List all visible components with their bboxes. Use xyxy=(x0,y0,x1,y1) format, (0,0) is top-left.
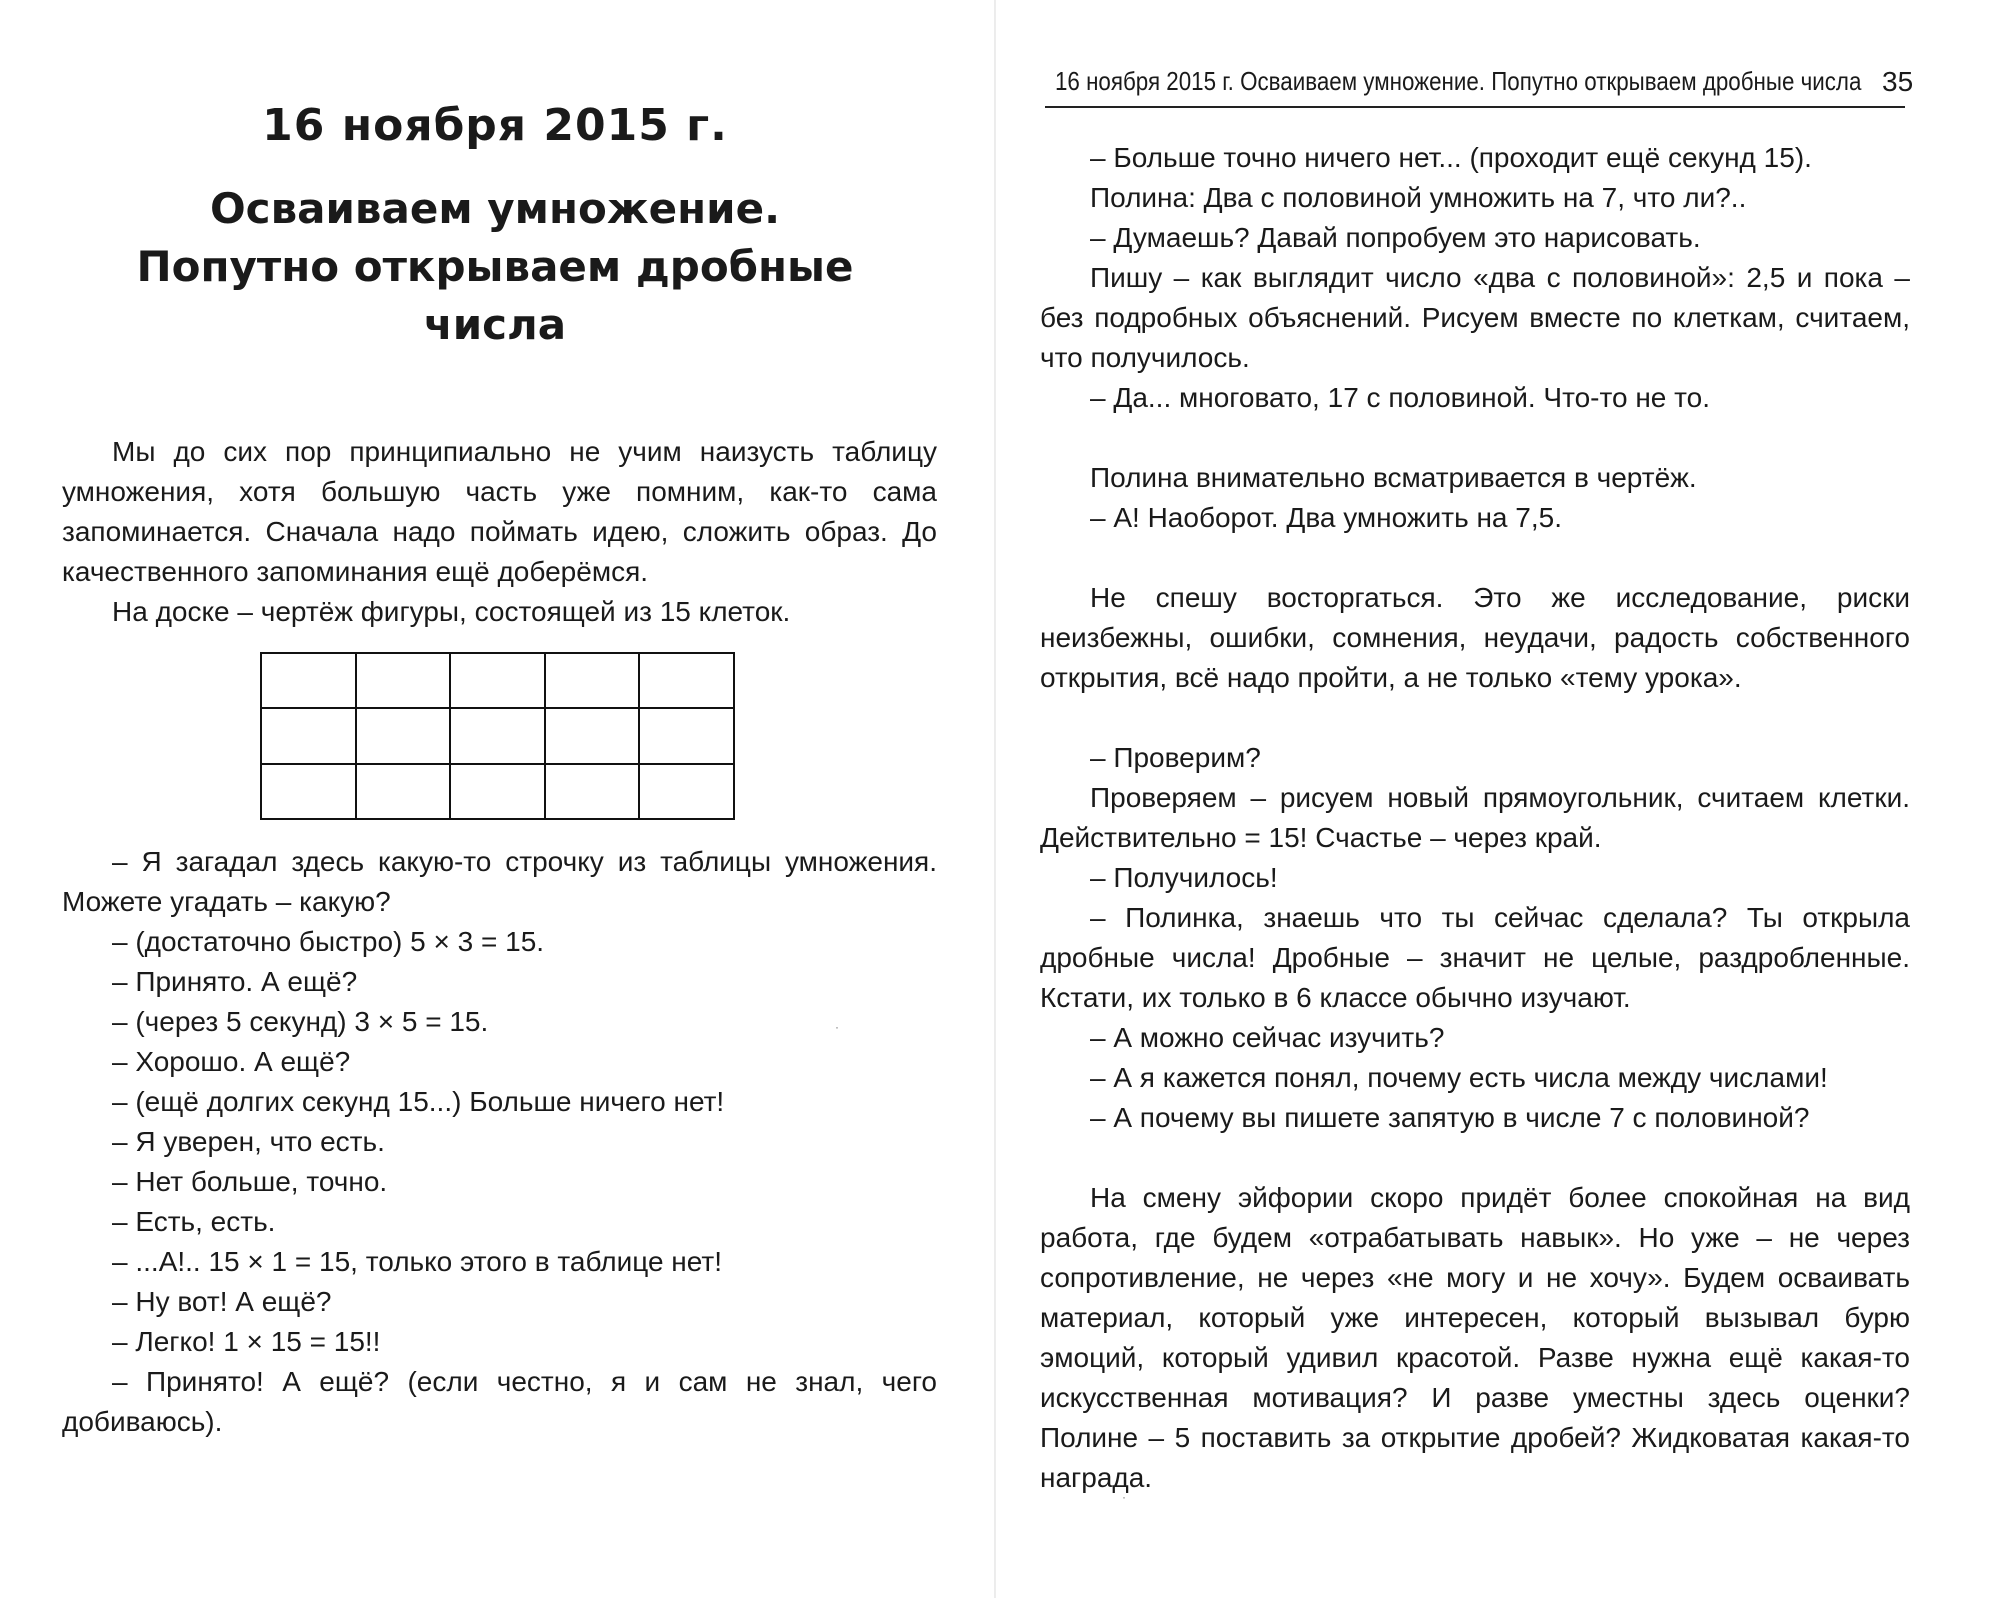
dialogue-line: – Хорошо. А ещё? xyxy=(112,1046,351,1077)
paragraph: Проверяем – рисуем новый прямоугольник, считаем клетки. Действительно = 15! Счастье – через край. xyxy=(1040,782,1910,853)
dialogue-line: – Ну вот! А ещё? xyxy=(112,1286,332,1317)
header-rule xyxy=(1045,106,1905,108)
chapter-title-line: Попутно открываем дробные xyxy=(136,242,854,291)
dialogue-line: – Принято. А ещё? xyxy=(112,966,358,997)
page-number: 35 xyxy=(1882,66,1914,97)
grid-cell xyxy=(546,709,641,764)
dialogue-line: – А! Наоборот. Два умножить на 7,5. xyxy=(1090,502,1562,533)
scan-speck: · xyxy=(1122,1490,1126,1504)
final-paragraph: – Принято! А ещё? (если честно, я и сам не знал, чего добиваюсь). xyxy=(62,1366,937,1437)
dialogue-line: – Больше точно ничего нет... (проходит ещё секунд 15). xyxy=(1090,142,1812,173)
paragraph: – Полинка, знаешь что ты сейчас сделала? Ты открыла дробные числа! Дробные – значит не целые, раздробленные. Кстати, их только в 6 классе обычно изучают. xyxy=(1040,902,1910,1013)
left-page xyxy=(0,0,990,1598)
paragraph: Пишу – как выглядит число «два с половиной»: 2,5 и пока – без подробных объяснений. Рисуем вместе по клеткам, считаем, что получилось. xyxy=(1040,262,1910,373)
final-paragraph: На смену эйфории скоро придёт более спокойная на вид работа, где будем «отрабатывать навык». Но уже – не через сопротивление, не через «не могу и не хочу». Будем осваивать материал, который уже интересен, который вызывал бурю эмоций, который удивил красотой. Разве нужна ещё какая-то искусственная мотивация? И разве уместны здесь оценки? Полине – 5 поставить за открытие дробей? Жидковатая какая-то награда. xyxy=(1040,1182,1910,1493)
grid-cell xyxy=(451,765,546,820)
grid-cell xyxy=(640,654,735,709)
dialogue-line: – (ещё долгих секунд 15...) Больше ничего нет! xyxy=(112,1086,725,1117)
grid-cell xyxy=(262,654,357,709)
dialogue-line: – Да... многовато, 17 с половиной. Что-то не то. xyxy=(1090,382,1711,413)
paragraph: Не спешу восторгаться. Это же исследование, риски неизбежны, ошибки, сомнения, неудачи, радость собственного открытия, всё надо пройти, а не только «тему урока». xyxy=(1040,582,1910,693)
dialogue-line: – (достаточно быстро) 5 × 3 = 15. xyxy=(112,926,545,957)
dialogue-line: – Получилось! xyxy=(1090,862,1278,893)
blank-line xyxy=(1040,418,1910,458)
dialogue-line: – А можно сейчас изучить? xyxy=(1090,1022,1445,1053)
grid-cell xyxy=(262,765,357,820)
grid-cell xyxy=(546,765,641,820)
dialogue-line: – Есть, есть. xyxy=(112,1206,276,1237)
dialogue-line: – А почему вы пишете запятую в числе 7 с половиной? xyxy=(1090,1102,1810,1133)
grid-cell xyxy=(546,654,641,709)
board-line: На доске – чертёж фигуры, состоящей из 15 клеток. xyxy=(112,596,791,627)
dialogue-line: – Легко! 1 × 15 = 15!! xyxy=(112,1326,381,1357)
dialogue-line: Полина: Два с половиной умножить на 7, что ли?.. xyxy=(1090,182,1747,213)
dialogue-line: Полина внимательно всматривается в чертёж. xyxy=(1090,462,1697,493)
grid-cell xyxy=(357,654,452,709)
dialogue-line: – Нет больше, точно. xyxy=(112,1166,388,1197)
grid-cell xyxy=(357,765,452,820)
dialogue-line: – Я уверен, что есть. xyxy=(112,1126,385,1157)
chapter-title-line: Осваиваем умножение. xyxy=(209,184,781,233)
grid-figure-15-cells xyxy=(260,652,735,820)
grid-cell xyxy=(451,654,546,709)
running-head: 16 ноября 2015 г. Осваиваем умножение. Попутно открываем дробные числа xyxy=(1055,66,1862,96)
intro-section xyxy=(62,432,937,632)
dialogue-line: – Думаешь? Давай попробуем это нарисовать. xyxy=(1090,222,1701,253)
dialogue-line: – А я кажется понял, почему есть числа между числами! xyxy=(1090,1062,1828,1093)
question-paragraph: – Я загадал здесь какую-то строчку из таблицы умножения. Можете угадать – какую? xyxy=(62,846,937,917)
chapter-date-title: 16 ноября 2015 г. xyxy=(262,100,728,151)
dialogue-line: – ...А!.. 15 × 1 = 15, только этого в таблице нет! xyxy=(112,1246,723,1277)
dialogue-line: – (через 5 секунд) 3 × 5 = 15. xyxy=(112,1006,489,1037)
right-body xyxy=(1040,138,1910,1498)
dialogue-section xyxy=(62,842,937,1442)
scan-speck: · xyxy=(835,1020,839,1034)
chapter-title xyxy=(80,180,910,354)
dialogue-line: – Проверим? xyxy=(1090,742,1261,773)
blank-line xyxy=(1040,698,1910,738)
chapter-title-line: числа xyxy=(423,300,567,349)
right-page xyxy=(1000,0,1993,1598)
grid-cell xyxy=(451,709,546,764)
grid-cell xyxy=(640,765,735,820)
blank-line xyxy=(1040,1138,1910,1178)
intro-paragraph: Мы до сих пор принципиально не учим наизусть таблицу умножения, хотя большую часть уже помним, как-то сама запоминается. Сначала надо поймать идею, сложить образ. До качественного запоминания ещё доберёмся. xyxy=(62,436,937,587)
grid-cell xyxy=(640,709,735,764)
book-spine xyxy=(994,0,996,1598)
grid-cell xyxy=(262,709,357,764)
grid-cell xyxy=(357,709,452,764)
blank-line xyxy=(1040,538,1910,578)
